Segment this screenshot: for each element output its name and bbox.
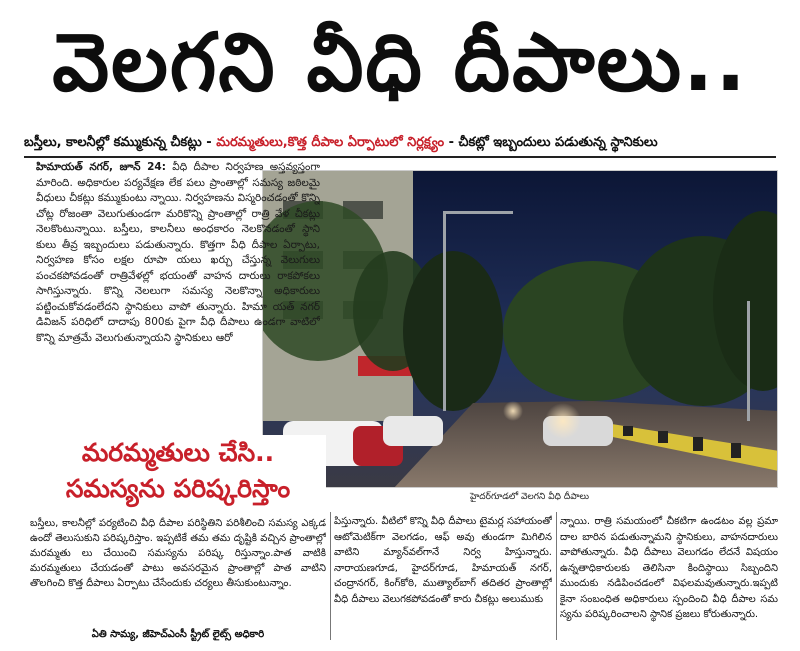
headline: వెలగని వీధి దీపాలు.. (52, 16, 748, 109)
deck-line (24, 133, 776, 153)
subhead-line-1: మరమ్మతులు చేసి.. (81, 438, 275, 467)
deck-part-1: బస్తీలు, కాలనీల్లో కమ్ముకున్న చీకట్లు (24, 135, 202, 150)
deck-part-3: చీకట్లో ఇబ్బందులు పడుతున్న స్థానికులు (458, 135, 658, 150)
deck-separator-2: - (444, 135, 459, 150)
column-divider (330, 512, 331, 640)
quote-body: బస్తీలు, కాలనీల్లో పర్యటించి వీధి దీపాల పరిస్థితిని పరిశీలించి సమస్య ఎక్కడ ఉందో తెలుసుకుని పరిష్కరిస్తాం. ఇప్పటికే తమ తమ దృష్టికి వచ్చిన ప్రాంతాల్లో మరమ్మతు లు చేయించి సమస్యను పరిష్క రిస్తున్నాం.పాత వాటికి మరమ్మతులు చేయడంతో పాటు అవసరమైన ప్రాంతాల్లో పాత వాటిని తొలగించి కొత్త దీపాలు ఏర్పాటు చేసేందుకు చర్యలు తీసుకుంటున్నాం. (30, 518, 326, 589)
column-divider (556, 512, 557, 640)
photo-caption: హైదర్‌గూడలో వెలగని వీధి దీపాలు (470, 492, 589, 502)
article-column-middle: పిస్తున్నారు. వీటిలో కొన్ని వీధి దీపాలు టైమర్ల సహాయంతో ఆటోమెటిక్‌గా వెలగడం, ఆఫ్ అవు తుండగా మిగిలిన వాటిని మ్యాన్‌వల్‌గానే నిర్వ హిస్తున్నారు. నారాయణగూడ, హైదర్‌గూడ, హిమాయత్ నగర్, చంద్రానగర్, కింగ్‌కోఠి, ముత్యాల్‌బాగ్ తదితర ప్రాంతాల్లో వీధి దీపాలు వెలుగకపోవడంతో కారు చీకట్లు అలుముకు (334, 516, 552, 605)
deck-separator-1: - (201, 135, 217, 150)
deck-part-2: మరమ్మతులు,కొత్త దీపాల ఏర్పాటులో నిర్లక్ష్యం (216, 135, 445, 150)
article-column-right: న్నాయి. రాత్రి సమయంలో చీకటిగా ఉండటం వల్ల ప్రమా దాల బారిన పడుతున్నామని స్థానికులు, వాహనదారులు వాపోతున్నారు. వీధి దీపాలు వెలుగడం లేదనే విషయం ఉన్నతాధికారులకు తెలిసినా కిందిస్థాయి సిబ్బందిని ముందుకు నడిపించడంలో విఫలమవుతున్నారు.ఇప్పటి కైనా సంబంధిత అధికారులు స్పందించి వీధి దీపాల సమ స్యను పరిష్కరించాలని స్థానిక ప్రజలు కోరుతున్నారు. (560, 516, 778, 620)
news-photo (262, 170, 778, 488)
quote-credit: ఏతి సామ్య, జీహెచ్‌ఎంసీ స్ట్రీట్ లైట్స్ అధికారి (91, 629, 265, 640)
deck-rule (24, 156, 776, 158)
lead-article-column (36, 160, 320, 432)
dateline: హిమాయత్ నగర్, జూన్ 24: (36, 161, 166, 173)
subhead-box (30, 435, 326, 513)
subhead-line-2: సమస్యను పరిష్కరిస్తాం (65, 474, 291, 503)
lead-body: వీధి దీపాల నిర్వహణ అస్తవ్యస్తంగా మారింది. అధికారుల పర్యవేక్షణ లేక పలు ప్రాంతాల్లో సమస్య జఠిలమై వీధులు చీకట్లు కమ్ముకుంటు న్నాయి. నిర్వహణను విస్మరించడంతో కొన్ని చోట్ల రోజంతా వెలుగుతుండగా మరికొన్ని ప్రాంతాల్లో రాత్రి వేళ చీకట్లు నెలకొంటున్నాయి. బస్తీలు, కాలనీలు అంధకారం నెలకొనడంతో స్థాని కులు తీవ్ర ఇబ్బందులు పడుతున్నారు. కొత్తగా వీధి దీపాల ఏర్పాటు, నిర్వహణ కోసం లక్షల రూపా యలు ఖర్చు చేస్తున్న వెలుగులు పంచకపోవడంతో రాత్రివేళల్లో భయంతో వాహన దారులు రాకపోకలు సాగిస్తున్నారు. కొన్ని నెలలుగా సమస్య నెలకొన్నా అధికారులు పట్టించుకోవడంలేదని స్థానికులు వాపో తున్నారు. హిమా యత్ నగర్ డివిజన్ పరిధిలో దాదాపు 800కు పైగా వీధి దీపాలు ఉండగా వాటిలో కొన్ని మాత్రమే వెలుగుతున్నాయని స్థానికులు ఆరో (36, 161, 320, 344)
